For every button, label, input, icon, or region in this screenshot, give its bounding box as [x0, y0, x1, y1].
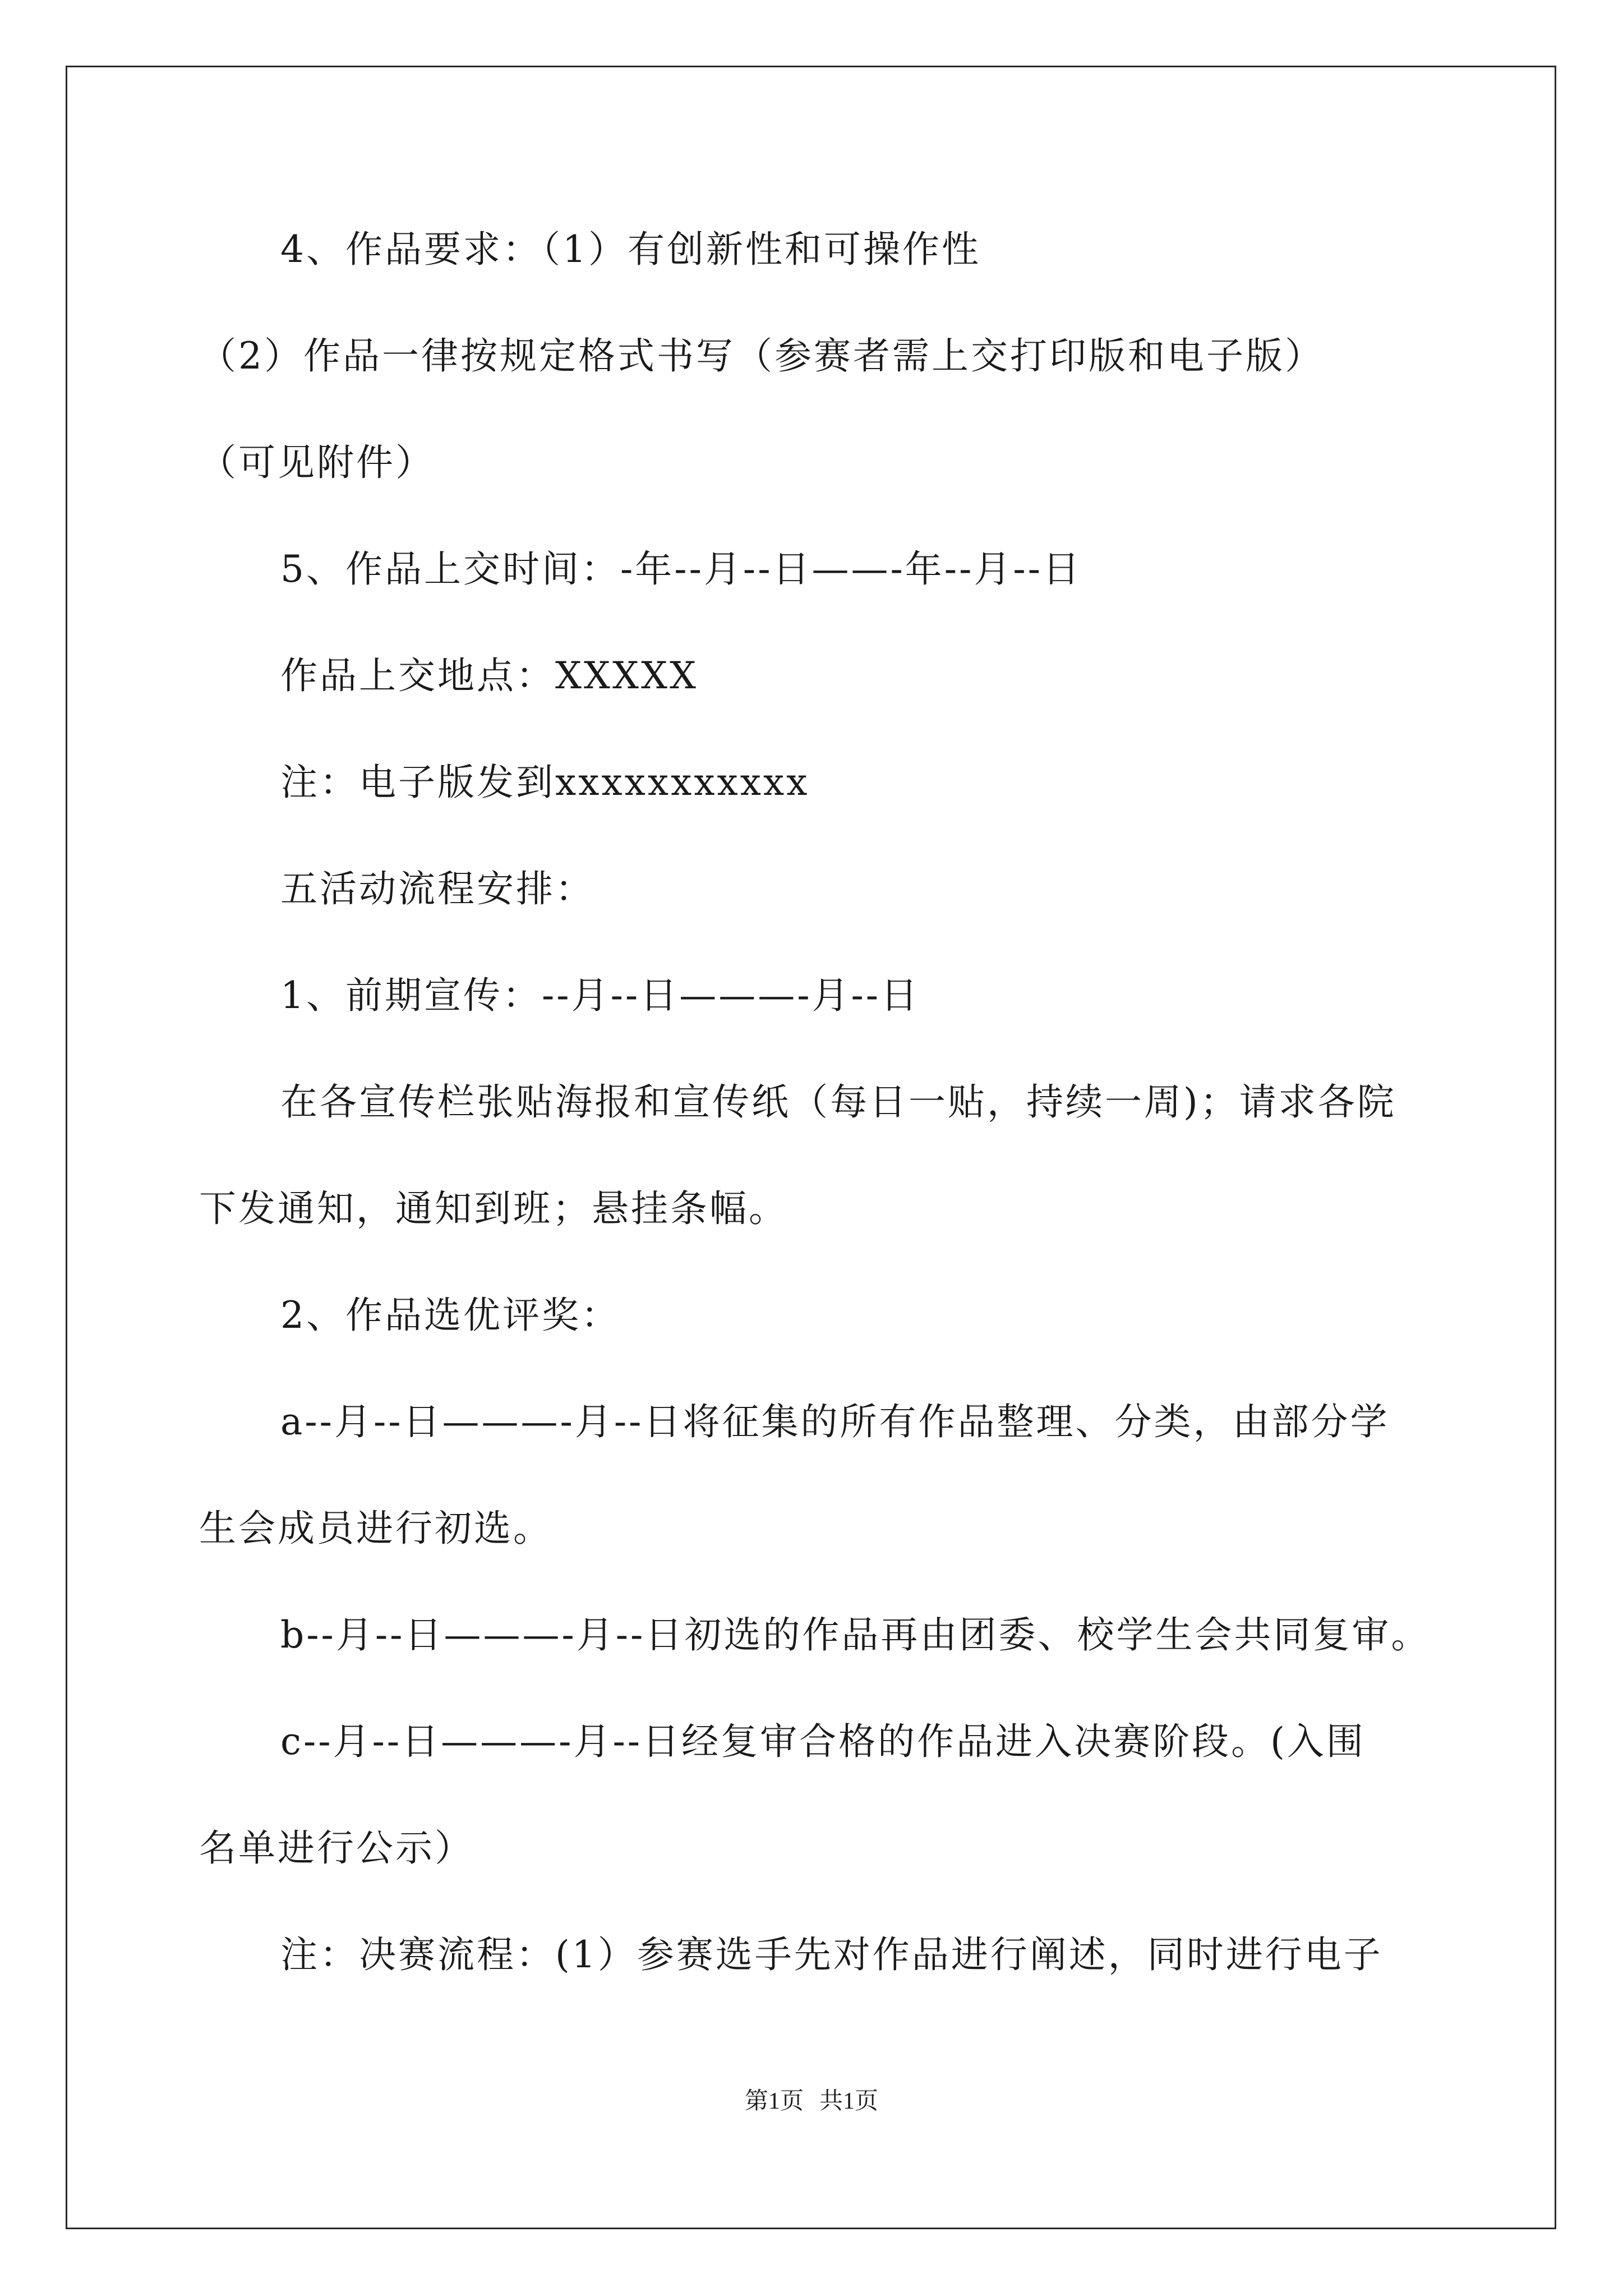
text-line: a--月--日———-月--日将征集的所有作品整理、分类，由部分学: [280, 1400, 1390, 1443]
page-footer: [0, 2086, 1623, 2117]
text-line: 4、作品要求：（1）有创新性和可操作性: [280, 228, 981, 271]
text-line: b--月--日———-月--日初选的作品再由团委、校学生会共同复审。: [280, 1613, 1431, 1657]
text-line: 1、前期宣传：--月--日———-月--日: [280, 974, 920, 1017]
text-line: （可见附件）: [199, 441, 435, 484]
section-heading: 五活动流程安排：: [280, 867, 594, 910]
text-line: 注：电子版发到xxxxxxxxxxx: [280, 761, 810, 804]
page-total: 共1页: [819, 2088, 879, 2114]
text-line: 名单进行公示）: [199, 1826, 474, 1870]
text-line: 在各宣传栏张贴海报和宣传纸（每日一贴，持续一周)；请求各院: [280, 1080, 1396, 1124]
text-line: 2、作品选优评奖：: [280, 1294, 620, 1337]
text-line: （2）作品一律按规定格式书写（参赛者需上交打印版和电子版）: [199, 334, 1324, 378]
page-number: 第1页: [744, 2088, 804, 2114]
text-line: 注：决赛流程：(1）参赛选手先对作品进行阐述，同时进行电子: [280, 1933, 1383, 1976]
text-line: 5、作品上交时间：-年--月--日——-年--月--日: [280, 547, 1082, 591]
text-line: 下发通知，通知到班；悬挂条幅。: [199, 1187, 788, 1230]
text-line: 生会成员进行初选。: [199, 1507, 552, 1550]
text-line: c--月--日———-月--日经复审合格的作品进入决赛阶段。(入围: [280, 1720, 1366, 1763]
page-border: [66, 66, 1556, 2229]
text-line: 作品上交地点：XXXXX: [280, 654, 698, 697]
